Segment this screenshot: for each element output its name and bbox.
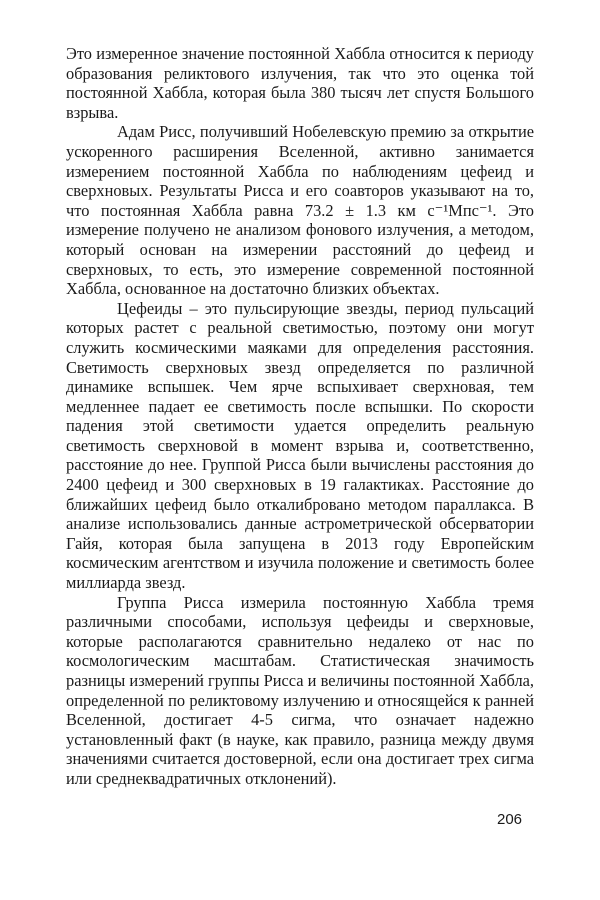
paragraph-2: Адам Рисс, получивший Нобелевскую премию за открытие ускоренного расширения Вселенной, активно занимается измерением постоянной Хаббла по наблюдениям цефеид и сверхновых. Результаты Рисса и его соавторов указывают на то, что постоянная Хаббла равна 73.2 ± 1.3 км c⁻¹Мпс⁻¹. Это измерение получено не анализом фонового излучения, а методом, который основан на измерении расстояний до цефеид и сверхновых, то есть, это измерение современной постоянной Хаббла, основанное на достаточно близких объектах. bbox=[66, 122, 534, 299]
page-body bbox=[66, 44, 534, 789]
paragraph-4: Группа Рисса измерила постоянную Хаббла тремя различными способами, используя цефеиды и сверхновые, которые располагаются сравнительно недалеко от нас по космологическим масштабам. Статистическая значимость разницы измерений группы Рисса и величины постоянной Хаббла, определенной по реликтовому излучению и относящейся к ранней Вселенной, достигает 4-5 сигма, что означает надежно установленный факт (в науке, как правило, разница между двумя значениями считается достоверной, если она достигает трех сигма или среднеквадратичных отклонений). bbox=[66, 592, 534, 788]
paragraph-3: Цефеиды – это пульсирующие звезды, период пульсаций которых растет с реальной светимостью, поэтому они могут служить космическими маяками для определения расстояния. Светимость сверхновых звезд определяется по различной динамике вспышек. Чем ярче вспыхивает сверхновая, тем медленнее падает ее светимость после вспышки. По скорости падения этой светимости удается определить реальную светимость сверхновой в момент взрыва и, соответственно, расстояние до нее. Группой Рисса были вычислены расстояния до 2400 цефеид и 300 сверхновых в 19 галактиках. Расстояние до ближайших цефеид было откалибровано методом параллакса. В анализе использовались данные астрометрической обсерватории Гайя, которая была запущена в 2013 году Европейским космическим агентством и изучила положение и светимость более миллиарда звезд. bbox=[66, 298, 534, 593]
page-number: 206 bbox=[497, 811, 523, 828]
paragraph-1: Это измеренное значение постоянной Хаббла относится к периоду образования реликтового излучения, так что это оценка той постоянной Хаббла, которая была 380 тысяч лет спустя Большого взрыва. bbox=[66, 44, 534, 122]
